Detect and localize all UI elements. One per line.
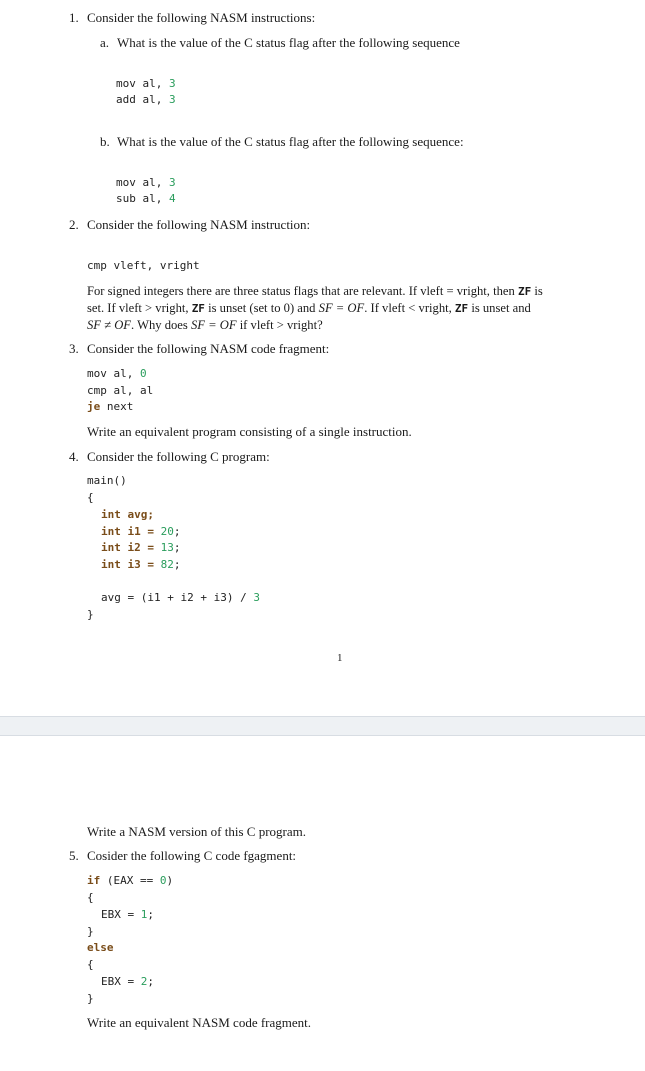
q5-outro: Write an equivalent NASM code fragment. [87, 1015, 312, 1030]
q1a-code-line-1: mov al, 3 [116, 77, 176, 90]
q5-code-open-2: { [87, 958, 94, 971]
q2-paragraph-line-1: For signed integers there are three status flags that are relevant. If vleft = vright, then ZF is [87, 284, 543, 298]
q1-intro: Consider the following NASM instructions: [87, 10, 316, 25]
q4-code-decl-i1: int i1 = 20; [101, 525, 181, 538]
q5-code-ebx-1: EBX = 1; [101, 908, 154, 921]
q1a-label: a. [100, 35, 110, 50]
q1b-code-line-2: sub al, 4 [116, 192, 176, 205]
q4-code-main: main() [87, 474, 127, 487]
q4-code-open: { [87, 491, 94, 504]
q1a-code-line-2: add al, 3 [116, 93, 176, 106]
q4-code-decl-i2: int i2 = 13; [101, 541, 181, 554]
q2-paragraph [87, 283, 632, 333]
q4-code-decl-i3: int i3 = 82; [101, 558, 181, 571]
q4-code-avg-stmt: avg = (i1 + i2 + i3) / 3 [101, 591, 260, 604]
q2-paragraph-line-3: SF ≠ OF. Why does SF = OF if vleft > vright? [87, 318, 323, 332]
q2-intro: Consider the following NASM instruction: [87, 217, 311, 232]
q2-number: 2. [69, 217, 79, 232]
q5-code-else: else [87, 941, 114, 954]
q1a-text: What is the value of the C status flag after the following sequence [117, 35, 460, 50]
q5-number: 5. [69, 848, 79, 863]
q3-outro: Write an equivalent program consisting of a single instruction. [87, 424, 412, 439]
q4-number: 4. [69, 449, 79, 464]
q1b-code-line-1: mov al, 3 [116, 176, 176, 189]
page-separator [0, 716, 645, 736]
page-number: 1 [337, 652, 343, 664]
q5-code-if: if (EAX == 0) [87, 874, 174, 887]
q4-code-close: } [87, 608, 94, 621]
q1b-label: b. [100, 134, 110, 149]
q1-number: 1. [69, 10, 79, 25]
q5-code-close-1: } [87, 925, 94, 938]
q3-code-line-1: mov al, 0 [87, 367, 147, 380]
q5-code-close-2: } [87, 992, 94, 1005]
q4-intro: Consider the following C program: [87, 449, 270, 464]
q4-code-decl-avg: int avg; [101, 508, 154, 521]
q3-code-line-3: je next [87, 400, 134, 413]
q3-code-line-2: cmp al, al [87, 384, 154, 397]
q5-code-ebx-2: EBX = 2; [101, 975, 154, 988]
q3-intro: Consider the following NASM code fragment: [87, 341, 330, 356]
q3-number: 3. [69, 341, 79, 356]
q5-code-open-1: { [87, 891, 94, 904]
q4-outro: Write a NASM version of this C program. [87, 824, 307, 839]
q5-intro: Cosider the following C code fgagment: [87, 848, 297, 863]
q2-code: cmp vleft, vright [87, 259, 200, 272]
q2-paragraph-line-2: set. If vleft > vright, ZF is unset (set to 0) and SF = OF. If vleft < vright, ZF is unset and [87, 301, 531, 315]
q1b-text: What is the value of the C status flag after the following sequence: [117, 134, 464, 149]
